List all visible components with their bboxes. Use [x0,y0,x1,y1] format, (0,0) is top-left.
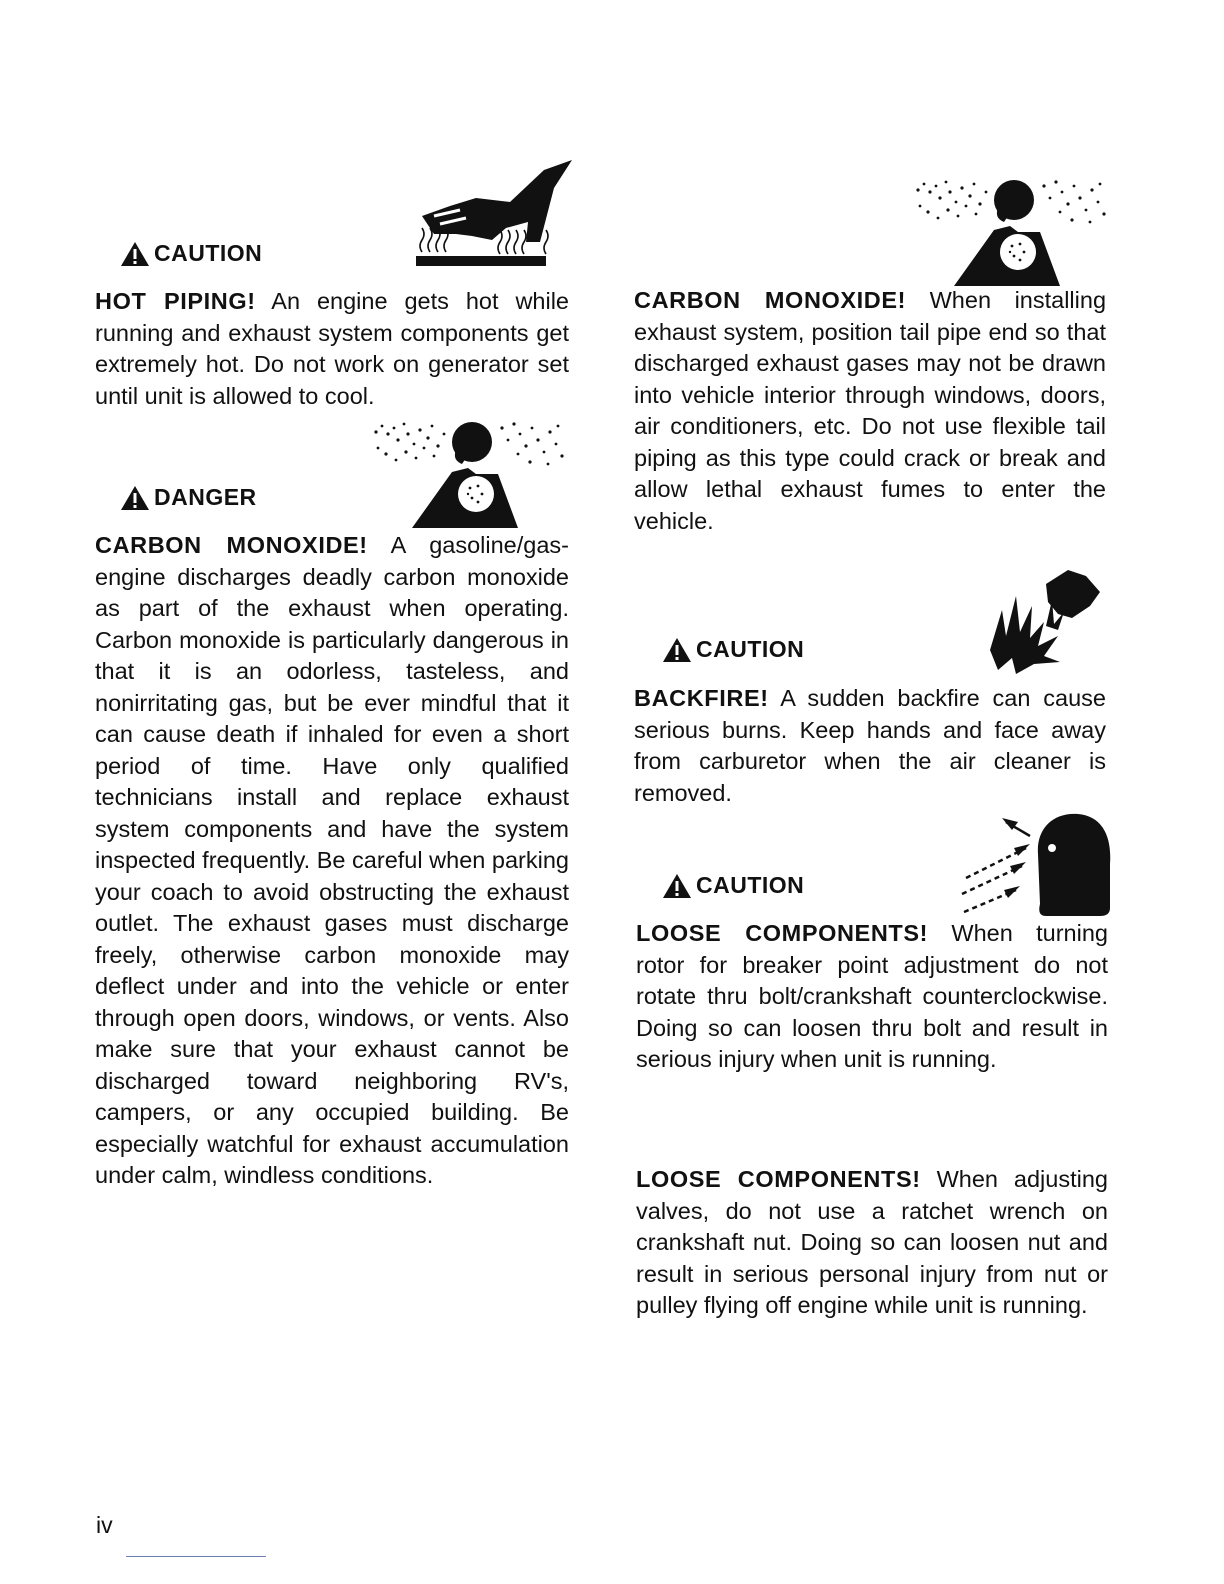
danger-header [120,484,257,511]
carbon-monoxide-person-icon-right [910,176,1110,288]
warning-triangle-icon [120,241,150,267]
footer-divider [126,1556,266,1557]
loose-components-text: When turning rotor for breaker point adjustment do not rotate thru bolt/crankshaft counterclockwise. Doing so can loosen thru bolt and result in serious injury when unit is running. [636,920,1108,1072]
co-install-text: When installing exhaust system, position tail pipe end so that discharged exhaust gases may not be drawn into vehicle interior through windows, doors, air conditioners, etc. Do not use flexible tail piping as this type could crack or break and allow lethal exhaust fumes to enter the vehicle. [634,287,1107,534]
danger-label: DANGER [154,484,257,510]
warning-triangle-icon [120,485,150,511]
loose-components-valves-title: LOOSE COMPONENTS! [636,1166,921,1192]
carbon-monoxide-install-paragraph [634,285,1106,537]
caution-label: CAUTION [154,240,263,266]
backfire-title: BACKFIRE! [634,685,769,711]
hot-surface-hand-icon [414,158,574,270]
loose-components-valves-text: When adjusting valves, do not use a ratchet wrench on crankshaft nut. Doing so can loosen nut and result in serious personal injury from nut or pulley flying off engine while unit is running. [636,1166,1108,1318]
caution-header-hot-piping [120,240,262,267]
caution-label: CAUTION [696,636,805,662]
carbon-monoxide-text: A gasoline/gas-engine discharges deadly carbon monoxide as part of the exhaust when operating. Carbon monoxide is particularly dangerous in that it is an odorless, tasteless, and nonirritating gas, but be ever mindful that it can cause death if inhaled for even a short period of time. Have only qualified technicians install and replace exhaust system components and have the system inspected frequently. Be careful when parking your coach to avoid obstructing the exhaust outlet. The exhaust gases must discharge freely, otherwise carbon monoxide may deflect under and into the vehicle or enter through open doors, windows, or vents. Also make sure that your exhaust cannot be discharged toward neighboring RV's, campers, or any occupied building. Be especially watchful for exhaust accumulation under calm, windless conditions. [95,532,569,1188]
hot-piping-title: HOT PIPING! [95,288,256,314]
backfire-paragraph [634,683,1106,809]
hot-piping-paragraph [95,286,569,412]
backfire-text: A sudden backfire can cause serious burns. Keep hands and face away from carburetor when the air cleaner is removed. [634,685,1106,806]
warning-triangle-icon [662,873,692,899]
caution-header-backfire [662,636,804,663]
co-install-title: CARBON MONOXIDE! [634,287,907,313]
caution-label: CAUTION [696,872,805,898]
flying-parts-head-icon [956,808,1112,920]
warning-triangle-icon [662,637,692,663]
backfire-burst-icon [986,566,1104,678]
caution-header-loose-components [662,872,804,899]
page-number: iv [96,1512,113,1538]
loose-components-title: LOOSE COMPONENTS! [636,920,929,946]
carbon-monoxide-title: CARBON MONOXIDE! [95,532,368,558]
hot-piping-text: An engine gets hot while running and exhaust system components get extremely hot. Do not work on generator set until unit is allowed to cool. [95,288,569,409]
carbon-monoxide-danger-paragraph [95,530,569,1192]
carbon-monoxide-person-icon [368,418,568,530]
loose-components-rotor-paragraph [636,918,1108,1076]
loose-components-valves-paragraph [636,1164,1108,1322]
